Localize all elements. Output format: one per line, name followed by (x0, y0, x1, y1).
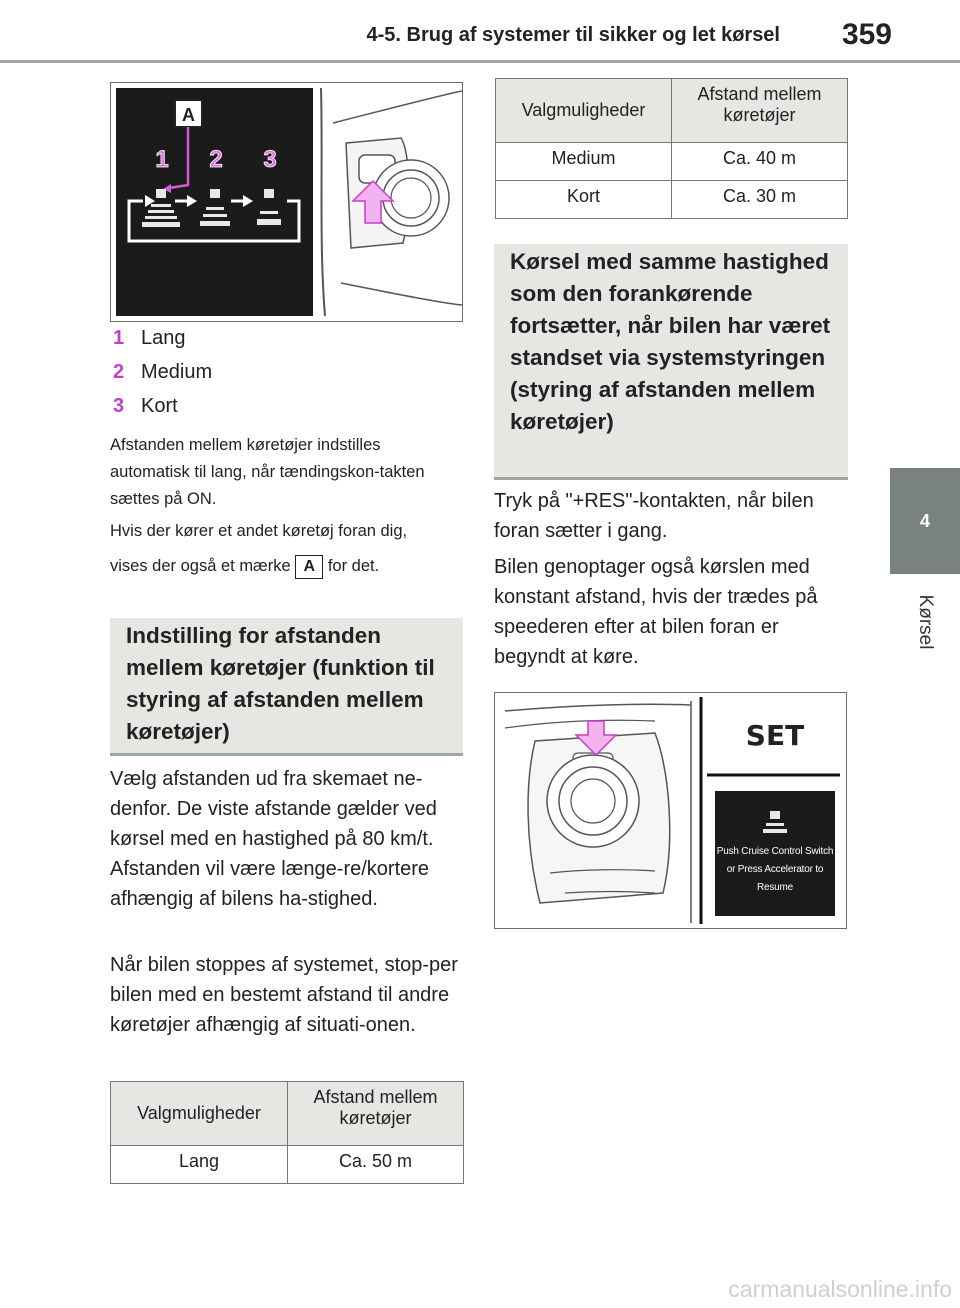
list-number: 2 (113, 361, 125, 383)
table-cell-option: Kort (496, 181, 672, 219)
table-cell-option: Medium (496, 143, 672, 181)
list-label: Kort (141, 395, 178, 417)
header-section-title: 4-5. Brug af systemer til sikker og let kørsel (366, 24, 780, 46)
list-item (113, 327, 186, 350)
list-label: Medium (141, 361, 213, 383)
table-header-options: Valgmuligheder (111, 1082, 288, 1146)
table-cell-distance: Ca. 50 m (288, 1146, 464, 1184)
paragraph-stop-distance: Når bilen stoppes af systemet, stop-per bilen med en bestemt afstand til andre køretøjer afhængig af situati-onen. (110, 954, 458, 1036)
list-number: 3 (113, 395, 125, 417)
step-number-2: 2 (209, 146, 223, 173)
table-header-distance: Afstand mellem køretøjer (288, 1082, 464, 1146)
table-cell-distance: Ca. 40 m (672, 143, 848, 181)
step-number-1: 1 (155, 146, 169, 173)
paragraph-press-res: Tryk på "+RES"-kontakten, når bilen foran sætter i gang. (494, 490, 814, 542)
distance-table-part2 (495, 78, 848, 219)
list-label: Lang (141, 327, 186, 349)
resume-switch-illustration (494, 692, 847, 929)
header-rule (0, 60, 960, 63)
note-marker-post: for det. (327, 557, 380, 575)
page-number: 359 (841, 18, 892, 51)
marker-a-label: A (182, 105, 195, 125)
distance-table-part1 (110, 1081, 464, 1184)
step-number-3: 3 (263, 146, 277, 173)
display-message: Push Cruise Control Switch or Press Accelerator to Resume (716, 846, 834, 893)
list-item (113, 361, 212, 384)
table-cell-option: Lang (111, 1146, 288, 1184)
paragraph-choose-distance: Vælg afstanden ud fra skemaet ne-denfor. De viste afstande gælder ved kørsel med en hastighed på 80 km/t. Afstanden vil være længe-re/kortere afhængig af bilens ha-stighed. (110, 768, 437, 910)
note-marker-a (110, 518, 465, 580)
distance-setting-illustration (110, 82, 463, 322)
chapter-tab-text: Kørsel (915, 594, 936, 650)
list-number: 1 (113, 327, 125, 349)
note-marker-line1: Hvis der kører et andet køretøj foran dig, (110, 522, 408, 540)
marker-a-inline: A (295, 555, 323, 579)
note-marker-pre: vises der også et mærke (110, 557, 291, 575)
section-heading-resume-following: Kørsel med samme hastighed som den forankørende fortsætter, når bilen har været standset via systemstyringen (styring af afstanden mellem køretøjer) (494, 244, 848, 480)
paragraph-accelerator-resume: Bilen genoptager også kørslen med konstant afstand, hvis der trædes på speederen efter at bilen foran er begyndt at køre. (494, 556, 818, 668)
table-cell-distance: Ca. 30 m (672, 181, 848, 219)
section-heading-distance-setting: Indstilling for afstanden mellem køretøjer (funktion til styring af afstanden mellem køretøjer) (110, 618, 463, 756)
note-auto-long: Afstanden mellem køretøjer indstilles automatisk til lang, når tændingskon-takten sættes på ON. (110, 436, 425, 508)
chapter-tab-label (880, 592, 960, 652)
table-header-distance: Afstand mellem køretøjer (672, 79, 848, 143)
table-row (496, 143, 848, 181)
table-row (496, 181, 848, 219)
table-row (111, 1146, 464, 1184)
display-set-title: SET (745, 719, 805, 752)
watermark: carmanualsonline.info (728, 1276, 952, 1302)
chapter-tab-number: 4 (890, 468, 960, 574)
list-item (113, 395, 178, 418)
table-header-options: Valgmuligheder (496, 79, 672, 143)
